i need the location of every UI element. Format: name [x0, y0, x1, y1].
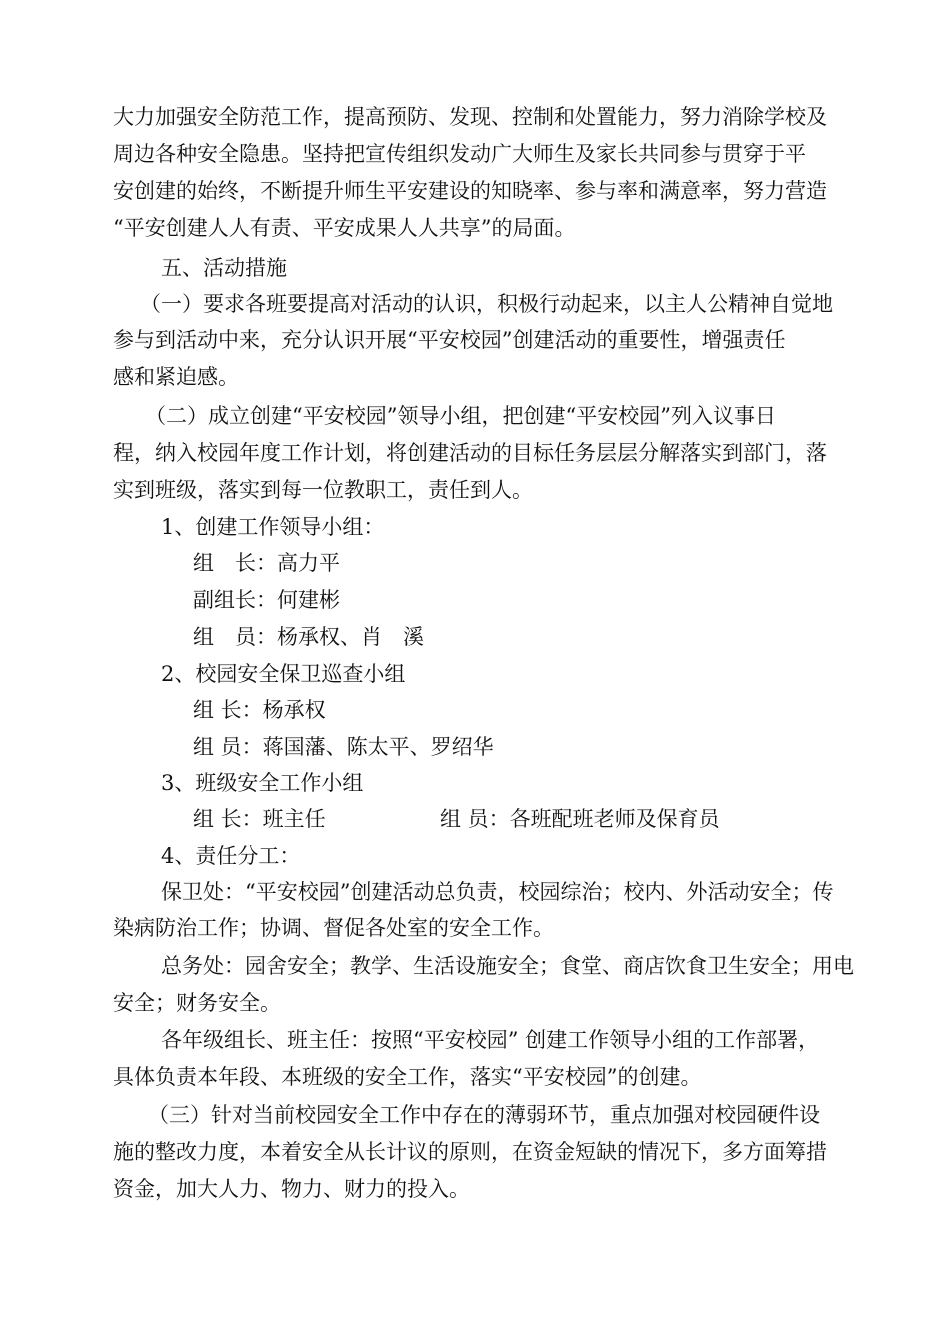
text-line: 大力加强安全防范工作，提高预防、发现、控制和处置能力，努力消除学校及 [113, 105, 827, 129]
text-line: 染病防治工作；协调、督促各处室的安全工作。 [113, 916, 554, 940]
list-item: 组 长：班主任 [193, 807, 326, 831]
text-line: “平安创建人人有责、平安成果人人共享”的局面。 [113, 216, 576, 240]
list-item: 组 长：杨承权 [193, 698, 326, 722]
text-line: （一）要求各班要提高对活动的认识，积极行动起来，以主人公精神自觉地 [140, 292, 833, 316]
list-item: 组 长：高力平 [193, 551, 340, 575]
text-line: 施的整改力度，本着安全从长计议的原则，在资金短缺的情况下，多方面筹措 [113, 1140, 827, 1164]
list-heading: 3、班级安全工作小组 [161, 771, 364, 795]
list-item: 组 员：各班配班老师及保育员 [440, 807, 720, 831]
text-line: 周边各种安全隐患。坚持把宣传组织发动广大师生及家长共同参与贯穿于平 [113, 142, 806, 166]
list-heading: 2、校园安全保卫巡查小组 [161, 662, 406, 686]
list-item: 组 员：杨承权、肖 溪 [193, 625, 424, 649]
text-line: 实到班级，落实到每一位教职工，责任到人。 [113, 478, 533, 502]
text-line: 总务处：园舍安全；教学、生活设施安全；食堂、商店饮食卫生安全；用电 [161, 954, 854, 978]
text-line: 安全；财务安全。 [113, 991, 281, 1015]
text-line: 具体负责本年段、本班级的安全工作，落实“平安校园”的创建。 [113, 1065, 702, 1089]
text-line: 参与到活动中来，充分认识开展“平安校园”创建活动的重要性，增强责任 [113, 328, 786, 352]
text-line: 各年级组长、班主任：按照“平安校园” 创建工作领导小组的工作部署， [161, 1028, 820, 1052]
text-line: 程，纳入校园年度工作计划，将创建活动的目标任务层层分解落实到部门，落 [113, 441, 827, 465]
list-item: 副组长：何建彬 [193, 588, 340, 612]
text-line: 资金，加大人力、物力、财力的投入。 [113, 1177, 470, 1201]
list-heading: 4、责任分工： [161, 844, 301, 868]
list-heading: 1、创建工作领导小组： [161, 515, 385, 539]
section-heading: 五、活动措施 [161, 256, 287, 280]
text-line: 保卫处：“平安校园”创建活动总负责，校园综治；校内、外活动安全；传 [161, 880, 834, 904]
list-item: 组 员：蒋国藩、陈太平、罗绍华 [193, 735, 494, 759]
text-line: （二）成立创建“平安校园”领导小组，把创建“平安校园”列入议事日 [145, 404, 776, 428]
text-line: 安创建的始终，不断提升师生平安建设的知晓率、参与率和满意率，努力营造 [113, 179, 827, 203]
text-line: （三）针对当前校园安全工作中存在的薄弱环节，重点加强对校园硬件设 [148, 1103, 820, 1127]
text-line: 感和紧迫感。 [113, 365, 239, 389]
